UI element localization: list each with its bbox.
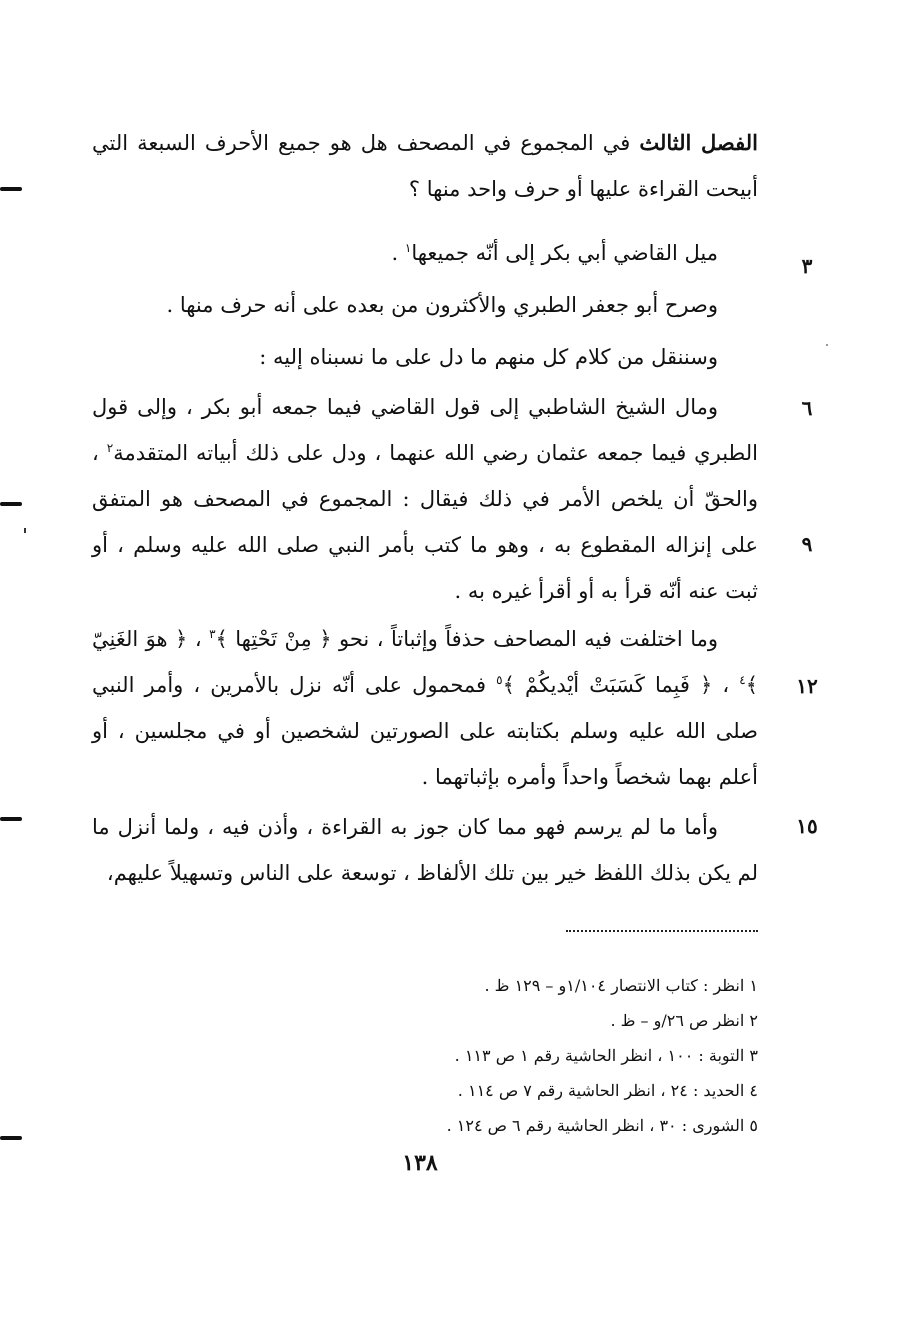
- line-number-6: ٦: [801, 396, 813, 420]
- paragraph-3-text: وسننقل من كلام كل منهم ما دل على ما نسبناه إليه :: [259, 345, 718, 369]
- footnote-1: ١ انظر : كتاب الانتصار ١/١٠٤و – ١٢٩ ظ .: [484, 976, 758, 995]
- paragraph-5-part-d: فمحمول على أنّه نزل بالأمرين ، وأمر النبي صلى الله عليه وسلم بكتابته على الصورتين لشخصين أو في مجلسين ، أو أعلم بهما شخصاً واحداً وأمره بإثباتهما .: [92, 673, 758, 789]
- scan-speck: [826, 344, 828, 346]
- paragraph-1-text: ميل القاضي أبي بكر إلى أنّه جميعها: [411, 241, 718, 265]
- paragraph-2-text: وصرح أبو جعفر الطبري والأكثرون من بعده على أنه حرف منها .: [166, 293, 718, 317]
- line-number-15: ١٥: [796, 814, 818, 838]
- scan-speck: [24, 528, 26, 533]
- footnote-separator: [566, 930, 758, 932]
- heading-rest: في المجموع في المصحف هل هو جميع الأحرف السبعة التي أبيحت القراءة عليها أو حرف واحد منها ؟: [92, 131, 758, 201]
- footnote-ref-5: ٥: [496, 673, 503, 687]
- margin-mark: [0, 187, 22, 191]
- paragraph-6-text: وأما ما لم يرسم فهو مما كان جوز به القراءة ، وأذن فيه ، ولما أنزل ما لم يكن بذلك اللفظ خير بين تلك الألفاظ ، توسعة على الناس وتسهيلاً عليهم،: [92, 815, 758, 885]
- paragraph-5: [92, 616, 758, 800]
- margin-mark: [0, 502, 22, 506]
- paragraph-4-part-a: ومال الشيخ الشاطبي إلى قول القاضي فيما جمعه أبو بكر ، وإلى قول الطبري فيما جمعه عثمان رضي الله عنهما ، ودل على ذلك أبياته المتقدمة: [92, 395, 759, 465]
- line-number-3: ٣: [801, 254, 813, 278]
- paragraph-5-part-b: ، ﴿ هوَ الغَنِيّ ﴾: [92, 627, 758, 697]
- footnote-5: ٥ الشورى : ٣٠ ، انظر الحاشية رقم ٦ ص ١٢٤ .: [446, 1116, 758, 1135]
- paragraph-5-part-c: ، ﴿ فَبِما كَسَبَتْ أيْديكُمْ ﴾: [502, 673, 740, 697]
- footnote-2: ٢ انظر ص ٢٦/و – ظ .: [610, 1011, 758, 1030]
- paragraph-1-end: .: [391, 241, 405, 265]
- paragraph-4-part-b: ، والحقّ أن يلخص الأمر في ذلك فيقال : المجموع في المصحف هو المتفق على إنزاله المقطوع به ، وهو ما كتب بأمر النبي صلى الله عليه وسلم ، أو ثبت عنه أنّه قرأ به أو أقرأ غيره به .: [92, 441, 758, 603]
- paragraph-2: [92, 282, 758, 328]
- margin-mark: [0, 1136, 22, 1140]
- chapter-heading: [92, 120, 758, 212]
- page-number: ١٣٨: [402, 1150, 438, 1176]
- paragraph-5-part-a: وما اختلفت فيه المصاحف حذفاً وإثباتاً ، نحو ﴿ مِنْ تَحْتِها ﴾: [215, 627, 718, 651]
- footnotes: [300, 968, 758, 1143]
- heading-bold-lead: الفصل الثالث: [639, 130, 758, 155]
- paragraph-6: [92, 804, 758, 896]
- paragraph-1: [92, 230, 758, 276]
- footnote-3: ٣ التوبة : ١٠٠ ، انظر الحاشية رقم ١ ص ١١٣ .: [454, 1046, 758, 1065]
- margin-mark: [0, 817, 22, 821]
- footnote-ref-2: ٢: [106, 441, 114, 455]
- footnote-ref-3: ٣: [209, 627, 216, 641]
- paragraph-4: [92, 384, 758, 614]
- line-number-9: ٩: [801, 532, 813, 556]
- line-number-12: ١٢: [796, 674, 818, 698]
- footnote-4: ٤ الحديد : ٢٤ ، انظر الحاشية رقم ٧ ص ١١٤ .: [457, 1081, 758, 1100]
- footnote-ref-4: ٤: [739, 673, 746, 687]
- paragraph-3: [92, 334, 758, 380]
- footnote-ref-1: ١: [404, 241, 412, 255]
